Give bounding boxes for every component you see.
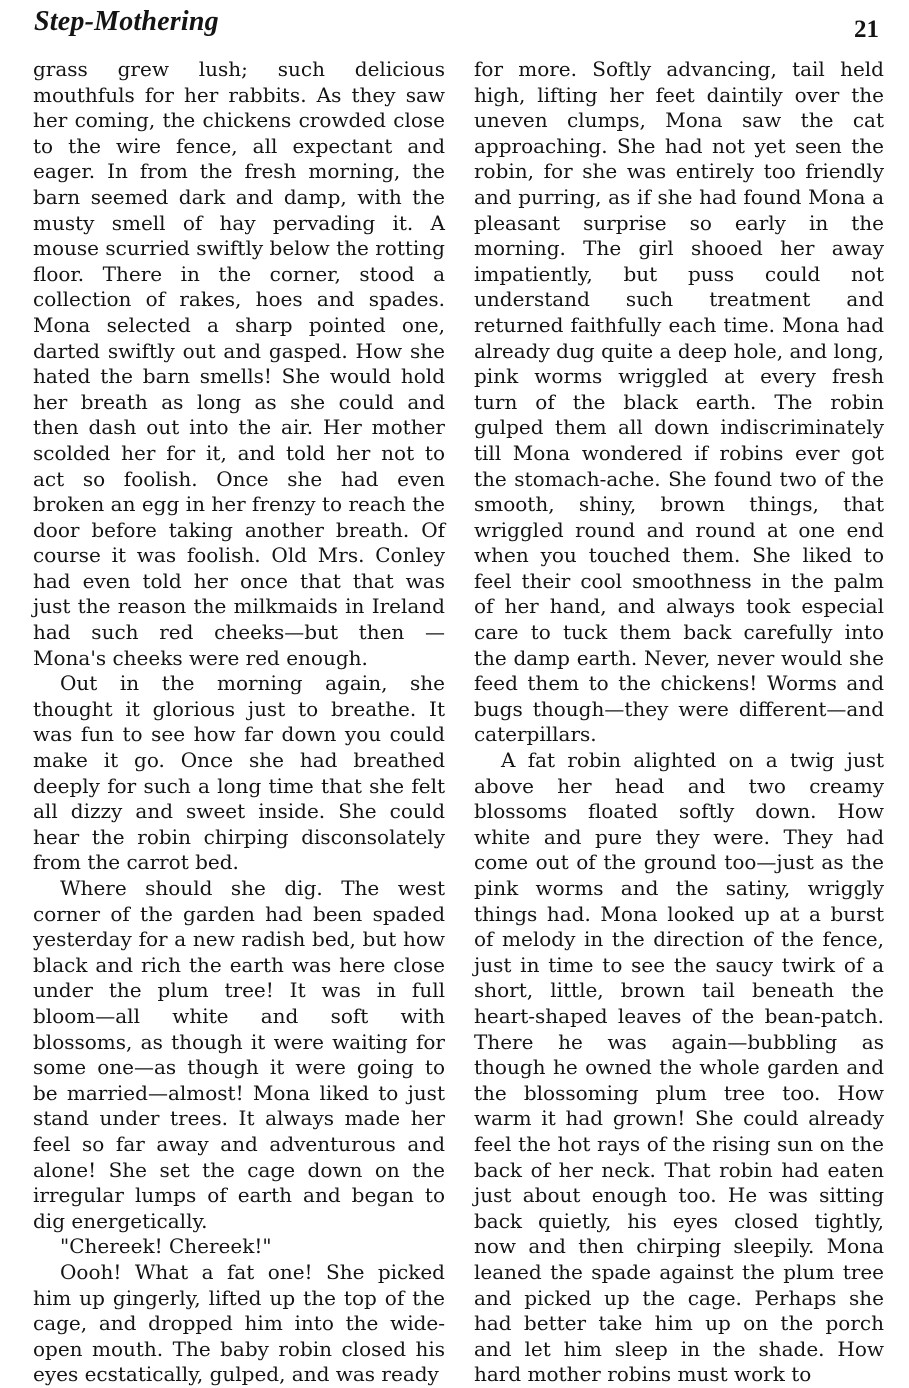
paragraph: A fat robin alighted on a twig just above her head and two creamy blossoms floated softly down. How white and pure they were. They had come out of the ground too—just as the pink worms and the satiny, wriggly things had. Mona looked up at a burst of melody in the direction of the fence, just in time to see the saucy twirk of a short, little, brown tail beneath the heart-shaped leaves of the bean-patch. There he was again—bubbling as though he owned the whole garden and the blossoming plum tree too. How warm it had grown! She could already feel the hot rays of the rising sun on the back of her neck. That robin had eaten just about enough too. He was sitting back quietly, his eyes closed tightly, now and then chirping sleepily. Mona leaned the spade against the plum tree and picked up the cage. Perhaps she had better take him up on the porch and let him sleep in the shade. How hard mother robins must work to bbox=[474, 748, 884, 1387]
paragraph: Where should she dig. The west corner of the garden had been spaded yesterday for a new radish bed, but how black and rich the earth was here close under the plum tree! It was in full bloom—all white and soft with blossoms, as though it were waiting for some one—as though it were going to be married—almost! Mona liked to just stand under trees. It always made her feel so far away and adventurous and alone! She set the cage down on the irregular lumps of earth and began to dig energetically. bbox=[33, 876, 445, 1233]
page-header bbox=[0, 0, 909, 60]
paragraph: grass grew lush; such delicious mouthfuls for her rabbits. As they saw her coming, the chickens crowded close to the wire fence, all expectant and eager. In from the fresh morning, the barn seemed dark and damp, with the musty smell of hay pervading it. A mouse scurried swiftly below the rotting floor. There in the corner, stood a collection of rakes, hoes and spades. Mona selected a sharp pointed one, darted swiftly out and gasped. How she hated the barn smells! She would hold her breath as long as she could and then dash out into the air. Her mother scolded her for it, and told her not to act so foolish. Once she had even broken an egg in her frenzy to reach the door before taking another breath. Of course it was foolish. Old Mrs. Conley had even told her once that that was just the reason the milkmaids in Ireland had such red cheeks—but then — Mona's cheeks were red enough. bbox=[33, 57, 445, 670]
page-number: 21 bbox=[854, 16, 879, 43]
left-column bbox=[33, 57, 445, 1387]
running-title: Step-Mothering bbox=[34, 6, 219, 37]
dialogue-line: "Chereek! Chereek!" bbox=[60, 1234, 272, 1259]
right-column bbox=[474, 57, 884, 1387]
paragraph: Oooh! What a fat one! She picked him up gingerly, lifted up the top of the cage, and dropped him into the wide-open mouth. The baby robin closed his eyes ecstatically, gulped, and was ready bbox=[33, 1259, 445, 1387]
paragraph: for more. Softly advancing, tail held high, lifting her feet daintily over the uneven clumps, Mona saw the cat approaching. She had not yet seen the robin, for she was entirely too friendly and purring, as if she had found Mona a pleasant surprise so early in the morning. The girl shooed her away impatiently, but puss could not understand such treatment and returned faithfully each time. Mona had already dug quite a deep hole, and long, pink worms wriggled at every fresh turn of the black earth. The robin gulped them all down indiscriminately till Mona wondered if robins ever got the stomach-ache. She found two of the smooth, shiny, brown things, that wriggled round and round at one end when you touched them. She liked to feel their cool smoothness in the palm of her hand, and always took especial care to tuck them back carefully into the damp earth. Never, never would she feed them to the chickens! Worms and bugs though—they were different—and caterpillars. bbox=[474, 57, 884, 747]
paragraph: Out in the morning again, she thought it glorious just to breathe. It was fun to see how far down you could make it go. Once she had breathed deeply for such a long time that she felt all dizzy and sweet inside. She could hear the robin chirping disconsolately from the carrot bed. bbox=[33, 671, 445, 875]
